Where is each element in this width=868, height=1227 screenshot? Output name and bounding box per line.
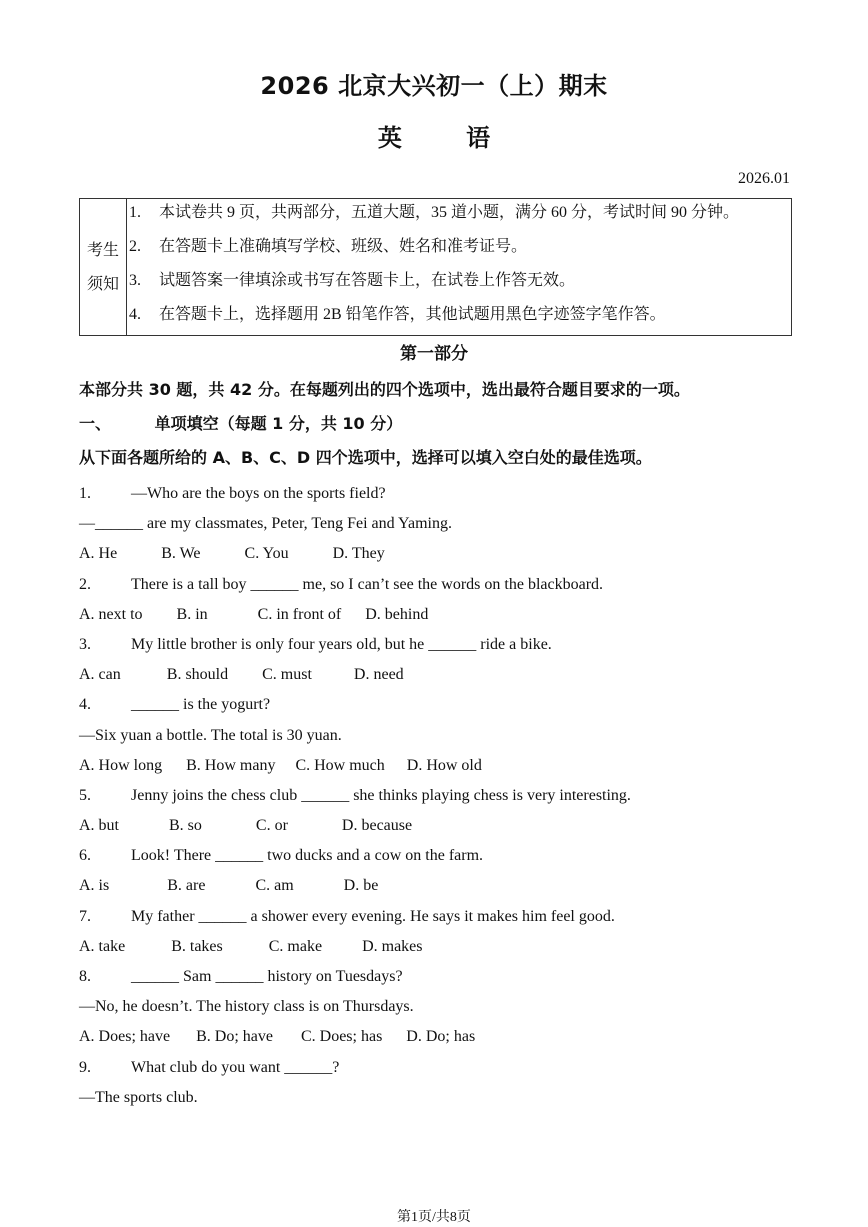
question-text: ______ Sam ______ history on Tuesdays? <box>131 968 403 985</box>
part-intro: 本部分共 30 题，共 42 分。在每题列出的四个选项中，选出最符合题目要求的一项。 <box>79 380 690 399</box>
option-c[interactable]: C. am <box>255 877 294 895</box>
section-instruction: 从下面各题所给的 A、B、C、D 四个选项中，选择可以填入空白处的最佳选项。 <box>79 448 652 467</box>
question-reply: —______ are my classmates, Peter, Teng Fei and Yaming. <box>79 515 452 533</box>
notice-item <box>129 267 791 301</box>
question-stem <box>79 962 799 992</box>
option-b[interactable]: B. should <box>166 666 229 684</box>
option-c[interactable]: C. or <box>255 817 288 835</box>
question-text: My little brother is only four years old, but he ______ ride a bike. <box>131 635 552 653</box>
option-d[interactable]: D. makes <box>362 937 423 955</box>
question-text: My father ______ a shower every evening. He says it makes him feel good. <box>131 907 615 925</box>
question-reply: —The sports club. <box>79 1088 198 1106</box>
option-a[interactable]: A. take <box>79 937 126 955</box>
notice-item-text: 试题答案一律填涂或书写在答题卡上，在试卷上作答无效。 <box>159 272 576 289</box>
page-number: 第1页/共8页 <box>397 1210 471 1225</box>
option-a[interactable]: A. can <box>79 666 121 684</box>
notice-item-number: 1. <box>129 204 141 221</box>
option-c[interactable]: C. Does; has <box>300 1028 383 1046</box>
question-number: 5. <box>79 786 91 804</box>
question-reply: —Six yuan a bottle. The total is 30 yuan. <box>79 726 342 744</box>
notice-item-number: 3. <box>129 272 141 289</box>
exam-date: 2026.01 <box>738 170 790 187</box>
section-number: 一、 <box>79 414 112 433</box>
option-d[interactable]: D. because <box>341 817 413 835</box>
option-c[interactable]: C. You <box>244 545 289 563</box>
notice-label-line2: 须知 <box>86 274 119 293</box>
question-number: 3. <box>79 635 91 653</box>
question-number: 4. <box>79 696 91 714</box>
option-d[interactable]: D. Do; has <box>406 1028 476 1046</box>
option-d[interactable]: D. be <box>343 877 379 895</box>
question-options <box>79 932 799 962</box>
question-stem <box>79 479 799 509</box>
section-title-row <box>79 411 402 434</box>
question-number: 1. <box>79 485 91 502</box>
question-text: ______ is the yogurt? <box>131 696 271 714</box>
option-d[interactable]: D. need <box>353 666 404 684</box>
question-options <box>79 660 799 690</box>
question-text: There is a tall boy ______ me, so I can’t see the words on the blackboard. <box>131 575 604 593</box>
question-stem <box>79 1053 799 1083</box>
option-d[interactable]: D. They <box>332 545 385 563</box>
option-b[interactable]: B. takes <box>171 937 223 955</box>
option-b[interactable]: B. are <box>167 877 206 895</box>
part-heading: 第一部分 <box>400 344 468 364</box>
option-a[interactable]: A. is <box>79 877 110 895</box>
question-stem <box>79 570 799 600</box>
option-c[interactable]: C. must <box>262 666 312 684</box>
question-number: 6. <box>79 847 91 865</box>
subject-title: 英 语 <box>377 124 491 152</box>
notice-label <box>80 199 127 336</box>
question-stem <box>79 902 799 932</box>
question-list <box>79 479 799 1113</box>
option-d[interactable]: D. How old <box>406 756 482 774</box>
question-number: 9. <box>79 1058 91 1076</box>
question-reply: —No, he doesn’t. The history class is on Thursdays. <box>79 998 414 1016</box>
section-title: 单项填空（每题 1 分，共 10 分） <box>154 414 403 433</box>
question-number: 2. <box>79 575 91 593</box>
notice-item <box>129 233 791 267</box>
question-text: What club do you want ______? <box>131 1058 340 1076</box>
option-b[interactable]: B. We <box>161 545 201 563</box>
question-number: 7. <box>79 907 91 925</box>
question-options <box>79 539 799 569</box>
notice-item <box>129 199 791 233</box>
option-b[interactable]: B. in <box>176 605 208 623</box>
question-stem <box>79 781 799 811</box>
option-c[interactable]: C. make <box>268 937 323 955</box>
option-c[interactable]: C. How much <box>295 756 385 774</box>
option-a[interactable]: A. next to <box>79 605 143 623</box>
notice-item-text: 本试卷共 9 页，共两部分，五道大题，35 道小题，满分 60 分，考试时间 90 分钟。 <box>159 204 740 221</box>
question-options <box>79 1022 799 1052</box>
option-a[interactable]: A. How long <box>79 756 163 774</box>
option-b[interactable]: B. How many <box>186 756 276 774</box>
question-stem <box>79 630 799 660</box>
option-b[interactable]: B. Do; have <box>196 1028 273 1046</box>
notice-item-text: 在答题卡上，选择题用 2B 铅笔作答，其他试题用黑色字迹签字笔作答。 <box>159 306 666 323</box>
option-b[interactable]: B. so <box>169 817 202 835</box>
option-d[interactable]: D. behind <box>365 605 429 623</box>
question-options <box>79 751 799 781</box>
question-text: —Who are the boys on the sports field? <box>131 485 386 502</box>
option-a[interactable]: A. but <box>79 817 119 835</box>
question-number: 8. <box>79 968 91 985</box>
option-a[interactable]: A. Does; have <box>79 1028 171 1046</box>
page-title: 2026 北京大兴初一（上）期末 <box>260 72 608 100</box>
question-stem <box>79 841 799 871</box>
question-text: Look! There ______ two ducks and a cow on the farm. <box>131 847 484 865</box>
candidate-notice-table <box>79 198 792 336</box>
notice-label-line1: 考生 <box>86 240 119 259</box>
notice-item-number: 4. <box>129 306 141 323</box>
option-a[interactable]: A. He <box>79 545 118 563</box>
question-options <box>79 600 799 630</box>
question-options <box>79 811 799 841</box>
question-text: Jenny joins the chess club ______ she thinks playing chess is very interesting. <box>131 786 631 804</box>
notice-item-text: 在答题卡上准确填写学校、班级、姓名和准考证号。 <box>159 238 528 255</box>
question-stem <box>79 690 799 720</box>
notice-item <box>129 301 791 335</box>
notice-item-number: 2. <box>129 238 141 255</box>
notice-items <box>127 199 792 336</box>
question-options <box>79 871 799 901</box>
option-c[interactable]: C. in front of <box>257 605 342 623</box>
